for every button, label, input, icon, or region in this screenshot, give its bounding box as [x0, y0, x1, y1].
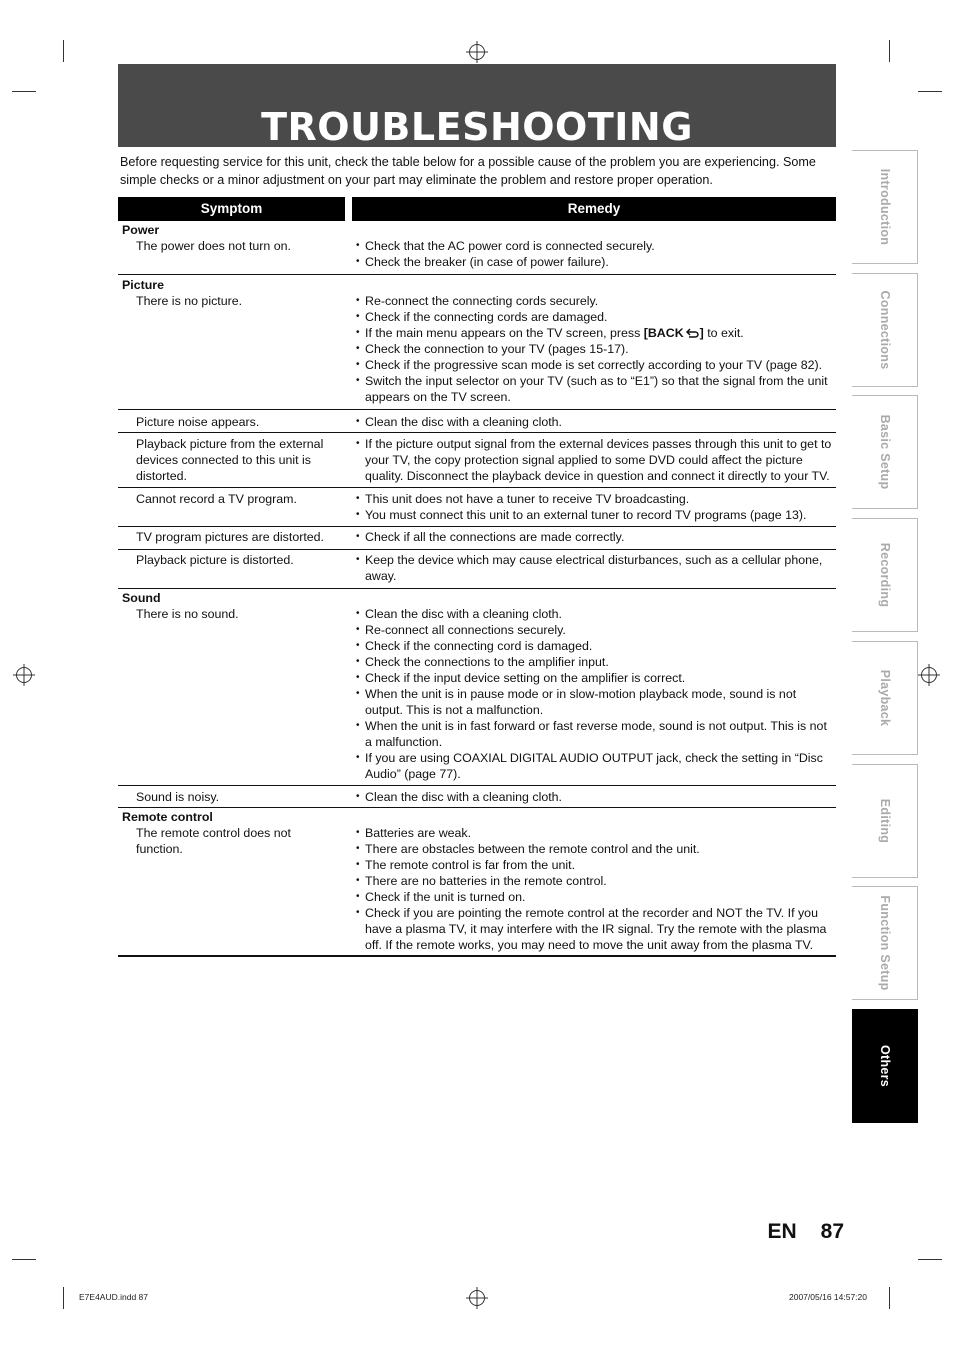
title-banner [118, 64, 836, 147]
table-row [118, 786, 836, 808]
remedy-list [352, 552, 836, 584]
table-row [118, 410, 836, 433]
crop-mark [63, 40, 64, 62]
crop-mark [918, 91, 942, 92]
remedy-list [352, 436, 836, 484]
registration-mark-icon [921, 667, 937, 683]
footer-timestamp: 2007/05/16 14:57:20 [789, 1292, 867, 1302]
symptom-text: Playback picture is distorted. [136, 553, 294, 567]
remedy-header: Remedy [352, 197, 836, 221]
symptom-text: Picture noise appears. [136, 415, 260, 429]
table-row [118, 527, 836, 550]
symptom-text: TV program pictures are distorted. [136, 530, 325, 544]
remedy-list [352, 825, 836, 953]
language-label: EN [767, 1220, 797, 1243]
remedy-item: • Check if the connecting cord is damaged. [365, 638, 836, 654]
remedy-item: • When the unit is in pause mode or in slow-motion playback mode, sound is not output. This is not a malfunction. [365, 686, 836, 718]
symptom-text: Playback picture from the external devices connected to this unit is distorted. [136, 437, 324, 483]
remedy-item: • Clean the disc with a cleaning cloth. [365, 414, 836, 430]
table-header [118, 197, 836, 221]
page-number: 87 [820, 1220, 844, 1243]
remedy-text: If the main menu appears on the TV screen, press [365, 326, 644, 340]
remedy-item: • If you are using COAXIAL DIGITAL AUDIO OUTPUT jack, check the setting in “Disc Audio” (page 77). [365, 750, 836, 782]
table-row [118, 488, 836, 527]
remedy-item: • There are obstacles between the remote control and the unit. [365, 841, 836, 857]
crop-mark [889, 1287, 890, 1309]
remedy-item: • You must connect this unit to an external tuner to record TV programs (page 13). [365, 507, 836, 523]
remedy-text: to exit. [703, 326, 744, 340]
tab-connections[interactable] [852, 273, 918, 387]
remedy-item: • Check that the AC power cord is connected securely. [365, 238, 836, 254]
tab-label: Others [877, 1044, 892, 1088]
symptom-text: There is no picture. [136, 294, 243, 308]
section-sound [118, 589, 836, 786]
remedy-item: • There are no batteries in the remote control. [365, 873, 836, 889]
tab-recording[interactable] [852, 518, 918, 632]
category-label: Remote control [122, 810, 213, 824]
remedy-item: • Re-connect all connections securely. [365, 622, 836, 638]
category-label: Sound [122, 591, 161, 605]
remedy-list [352, 293, 836, 405]
tab-label: Playback [877, 669, 892, 727]
symptom-text: Cannot record a TV program. [136, 492, 297, 506]
symptom-header: Symptom [118, 197, 345, 221]
remedy-item: • Keep the device which may cause electrical disturbances, such as a cellular phone, away. [365, 552, 836, 584]
remedy-item: • Check the breaker (in case of power failure). [365, 254, 836, 270]
tab-label: Editing [877, 798, 892, 844]
category-label: Power [122, 223, 160, 237]
table-row [118, 606, 836, 782]
registration-mark-icon [469, 1290, 485, 1306]
remedy-list [352, 238, 836, 270]
table-row [118, 433, 836, 488]
remedy-item: • Check if all the connections are made correctly. [365, 529, 836, 545]
remedy-list [352, 491, 836, 523]
symptom-text: Sound is noisy. [136, 790, 220, 804]
page-number-block [767, 1220, 844, 1244]
footer-filename: E7E4AUD.indd 87 [79, 1292, 148, 1302]
page-title: TROUBLESHOOTING [261, 105, 693, 149]
tab-label: Introduction [877, 168, 892, 246]
remedy-item: • Check the connections to the amplifier input. [365, 654, 836, 670]
tab-introduction[interactable] [852, 150, 918, 264]
tab-label: Connections [877, 290, 892, 370]
registration-mark-icon [16, 667, 32, 683]
crop-mark [12, 1259, 36, 1260]
remedy-item: • Check the connection to your TV (pages 15-17). [365, 341, 836, 357]
symptom-text: There is no sound. [136, 607, 239, 621]
tab-basic-setup[interactable] [852, 395, 918, 509]
remedy-list [352, 606, 836, 782]
registration-mark-icon [469, 44, 485, 60]
tab-label: Function Setup [877, 895, 892, 991]
tab-function-setup[interactable] [852, 886, 918, 1000]
remedy-item: • Check if the connecting cords are damaged. [365, 309, 836, 325]
crop-mark [12, 91, 36, 92]
remedy-item: • If the picture output signal from the external devices passes through this unit to get to your TV, the copy protection signal applied to some DVD could affect the picture quality. Disconnect the playback device in question and connect it directly to your TV. [365, 436, 836, 484]
remedy-item: • Batteries are weak. [365, 825, 836, 841]
crop-mark [63, 1287, 64, 1309]
intro-text: Before requesting service for this unit, check the table below for a possible cause of the problem you are experiencing. Some simple checks or a minor adjustment on your part may eliminate the problem and restore proper operation. [120, 155, 816, 187]
category-label: Picture [122, 278, 165, 292]
symptom-text: The remote control does not function. [136, 826, 291, 856]
crop-mark [918, 1259, 942, 1260]
remedy-item [365, 325, 836, 341]
remedy-list [352, 789, 836, 805]
back-button-label: [BACK [643, 326, 684, 340]
table-row [118, 550, 836, 589]
remedy-item: • This unit does not have a tuner to receive TV broadcasting. [365, 491, 836, 507]
remedy-item: • Re-connect the connecting cords securely. [365, 293, 836, 309]
table-row [118, 293, 836, 405]
remedy-item: • Clean the disc with a cleaning cloth. [365, 606, 836, 622]
table-row [118, 238, 836, 270]
symptom-text: The power does not turn on. [136, 239, 291, 253]
back-button-close: ] [699, 326, 704, 340]
crop-mark [889, 40, 890, 62]
remedy-item: • Check if the input device setting on the amplifier is correct. [365, 670, 836, 686]
tab-label: Recording [877, 542, 892, 608]
troubleshooting-table [118, 197, 836, 957]
back-arrow-icon [686, 328, 700, 338]
remedy-item: • Clean the disc with a cleaning cloth. [365, 789, 836, 805]
remedy-item: • When the unit is in fast forward or fast reverse mode, sound is not output. This is not a malfunction. [365, 718, 836, 750]
section-power [118, 221, 836, 275]
tab-label: Basic Setup [877, 414, 892, 490]
remedy-list [352, 529, 836, 545]
table-row [118, 825, 836, 953]
remedy-item: • Check if the progressive scan mode is set correctly according to your TV (page 82). [365, 357, 836, 373]
tab-others[interactable] [852, 1009, 918, 1123]
remedy-list [352, 414, 836, 430]
remedy-item: • Check if you are pointing the remote control at the recorder and NOT the TV. If you have a plasma TV, it may interfere with the IR signal. Try the remote with the plasma off. If the remote works, you may need to move the unit away from the plasma TV. [365, 905, 836, 953]
remedy-item: • Check if the unit is turned on. [365, 889, 836, 905]
remedy-item: • The remote control is far from the unit. [365, 857, 836, 873]
section-remote-control [118, 808, 836, 957]
section-picture [118, 275, 836, 410]
remedy-item: • Switch the input selector on your TV (such as to “E1”) so that the signal from the unit appears on the TV screen. [365, 373, 836, 405]
tab-playback[interactable] [852, 641, 918, 755]
tab-editing[interactable] [852, 764, 918, 878]
